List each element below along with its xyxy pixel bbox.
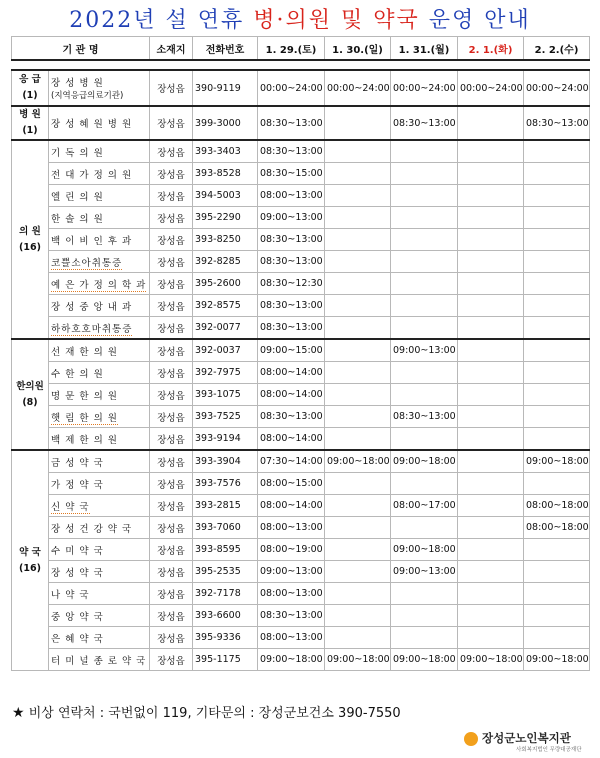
table-row — [12, 450, 590, 473]
location-cell: 장성읍 — [150, 561, 193, 583]
day-5-hours: 09:00~18:00 — [524, 450, 590, 473]
table-row — [12, 605, 590, 627]
day-5-hours — [524, 406, 590, 428]
category-cell: 약 국 (16) — [12, 450, 49, 671]
day-1-hours: 08:00~19:00 — [258, 539, 325, 561]
phone-cell: 393-8595 — [193, 539, 258, 561]
day-1-hours: 08:30~13:00 — [258, 251, 325, 273]
location-cell: 장성읍 — [150, 605, 193, 627]
institution-name-text: 장 성 건 강 약 국 — [51, 523, 133, 535]
day-5-hours — [524, 384, 590, 406]
day-2-hours — [325, 406, 391, 428]
phone-cell: 392-0077 — [193, 317, 258, 340]
day-1-hours: 08:00~14:00 — [258, 495, 325, 517]
day-2-hours — [325, 473, 391, 495]
day-1-hours: 08:00~13:00 — [258, 517, 325, 539]
spacer-row — [12, 60, 590, 70]
day-2-hours — [325, 384, 391, 406]
day-3-hours — [391, 317, 458, 340]
phone-cell: 394-5003 — [193, 185, 258, 207]
day-3-hours — [391, 517, 458, 539]
day-5-hours — [524, 251, 590, 273]
day-3-hours: 09:00~13:00 — [391, 561, 458, 583]
institution-name — [49, 273, 150, 295]
day-1-hours: 09:00~13:00 — [258, 207, 325, 229]
location-cell: 장성읍 — [150, 495, 193, 517]
day-3-hours — [391, 140, 458, 163]
day-5-hours — [524, 473, 590, 495]
phone-cell: 393-7525 — [193, 406, 258, 428]
day-2-hours — [325, 185, 391, 207]
day-4-hours — [458, 229, 524, 251]
institution-name — [49, 539, 150, 561]
day-1-hours: 08:30~13:00 — [258, 140, 325, 163]
phone-cell: 393-3403 — [193, 140, 258, 163]
spacer-cell — [258, 60, 325, 70]
table-row — [12, 295, 590, 317]
location-cell: 장성읍 — [150, 273, 193, 295]
table-row — [12, 106, 590, 140]
institution-name-text: 장 성 병 원 — [51, 78, 104, 89]
phone-cell: 393-8528 — [193, 163, 258, 185]
day-1-hours: 07:30~14:00 — [258, 450, 325, 473]
day-1-hours: 09:00~13:00 — [258, 561, 325, 583]
day-2-hours — [325, 317, 391, 340]
day-2-hours: 09:00~18:00 — [325, 450, 391, 473]
institution-name-text: 장 성 혜 원 병 원 — [51, 119, 133, 130]
day-4-hours: 09:00~18:00 — [458, 649, 524, 671]
institution-name — [49, 649, 150, 671]
day-5-hours: 00:00~24:00 — [524, 70, 590, 106]
institution-name-text: 한 솔 의 원 — [51, 213, 104, 225]
institution-name — [49, 605, 150, 627]
location-cell: 장성읍 — [150, 517, 193, 539]
day-4-hours — [458, 140, 524, 163]
day-3-hours: 09:00~18:00 — [391, 450, 458, 473]
day-5-hours — [524, 229, 590, 251]
location-cell: 장성읍 — [150, 163, 193, 185]
phone-cell: 395-9336 — [193, 627, 258, 649]
institution-name-text: 장 성 약 국 — [51, 567, 104, 579]
phone-cell: 399-3000 — [193, 106, 258, 140]
day-5-hours — [524, 583, 590, 605]
title-part-1: 2022년 설 연휴 — [69, 8, 254, 33]
day-2-hours — [325, 339, 391, 362]
day-1-hours: 08:30~13:00 — [258, 406, 325, 428]
location-cell: 장성읍 — [150, 251, 193, 273]
institution-name-text: 은 혜 약 국 — [51, 633, 104, 645]
day-5-hours: 08:00~18:00 — [524, 517, 590, 539]
header-phone: 전화번호 — [193, 37, 258, 61]
day-3-hours: 00:00~24:00 — [391, 70, 458, 106]
day-3-hours — [391, 251, 458, 273]
day-2-hours — [325, 495, 391, 517]
institution-name-text: 신 약 국 — [51, 501, 90, 513]
spacer-cell — [12, 60, 49, 70]
location-cell: 장성읍 — [150, 627, 193, 649]
spacer-cell — [193, 60, 258, 70]
day-4-hours: 00:00~24:00 — [458, 70, 524, 106]
day-4-hours — [458, 406, 524, 428]
day-1-hours: 08:00~14:00 — [258, 362, 325, 384]
day-4-hours — [458, 251, 524, 273]
phone-cell: 393-8250 — [193, 229, 258, 251]
phone-cell: 392-7975 — [193, 362, 258, 384]
day-5-hours — [524, 317, 590, 340]
location-cell: 장성읍 — [150, 362, 193, 384]
day-2-hours — [325, 627, 391, 649]
table-row — [12, 583, 590, 605]
day-3-hours — [391, 473, 458, 495]
day-3-hours — [391, 207, 458, 229]
day-3-hours — [391, 362, 458, 384]
institution-name-text: 터 미 널 종 로 약 국 — [51, 655, 147, 667]
institution-name-text: 수 한 의 원 — [51, 368, 104, 380]
institution-name — [49, 185, 150, 207]
institution-name — [49, 140, 150, 163]
day-1-hours: 08:00~13:00 — [258, 627, 325, 649]
table-row — [12, 163, 590, 185]
location-cell: 장성읍 — [150, 185, 193, 207]
header-day-3: 1. 31.(월) — [391, 37, 458, 61]
day-2-hours — [325, 561, 391, 583]
day-4-hours — [458, 273, 524, 295]
category-cell: 병 원 (1) — [12, 106, 49, 140]
day-3-hours — [391, 163, 458, 185]
day-5-hours: 08:30~13:00 — [524, 106, 590, 140]
day-4-hours — [458, 450, 524, 473]
day-4-hours — [458, 339, 524, 362]
day-4-hours — [458, 583, 524, 605]
location-cell: 장성읍 — [150, 106, 193, 140]
institution-name-text: 하하호호마취통증 — [51, 323, 133, 335]
day-2-hours — [325, 251, 391, 273]
institution-name-text: 나 약 국 — [51, 589, 90, 601]
institution-name-text: 백 이 비 인 후 과 — [51, 235, 133, 247]
phone-cell: 390-9119 — [193, 70, 258, 106]
day-2-hours — [325, 362, 391, 384]
day-4-hours — [458, 495, 524, 517]
day-2-hours — [325, 539, 391, 561]
day-3-hours: 08:30~13:00 — [391, 406, 458, 428]
institution-name-text: 선 재 한 의 원 — [51, 346, 118, 358]
day-5-hours — [524, 207, 590, 229]
institution-name-text: 장 성 중 앙 내 과 — [51, 301, 133, 313]
institution-name — [49, 163, 150, 185]
phone-cell: 393-1075 — [193, 384, 258, 406]
table-row — [12, 428, 590, 451]
table-row — [12, 70, 590, 106]
institution-name-text: 수 미 약 국 — [51, 545, 104, 557]
spacer-cell — [150, 60, 193, 70]
day-2-hours — [325, 273, 391, 295]
spacer-cell — [458, 60, 524, 70]
day-1-hours: 00:00~24:00 — [258, 70, 325, 106]
day-5-hours: 08:00~18:00 — [524, 495, 590, 517]
institution-name — [49, 384, 150, 406]
day-2-hours — [325, 229, 391, 251]
institution-name — [49, 339, 150, 362]
day-5-hours — [524, 362, 590, 384]
day-3-hours: 09:00~18:00 — [391, 649, 458, 671]
day-2-hours — [325, 428, 391, 451]
day-5-hours — [524, 428, 590, 451]
location-cell: 장성읍 — [150, 140, 193, 163]
day-1-hours: 08:00~14:00 — [258, 384, 325, 406]
header-day-2: 1. 30.(일) — [325, 37, 391, 61]
day-3-hours: 09:00~13:00 — [391, 339, 458, 362]
institution-name — [49, 295, 150, 317]
institution-name — [49, 561, 150, 583]
phone-cell: 393-3904 — [193, 450, 258, 473]
institution-name — [49, 583, 150, 605]
day-4-hours — [458, 185, 524, 207]
table-row — [12, 207, 590, 229]
day-1-hours: 09:00~18:00 — [258, 649, 325, 671]
day-1-hours: 09:00~15:00 — [258, 339, 325, 362]
star-icon: ★ — [12, 705, 25, 721]
category-cell: 의 원 (16) — [12, 140, 49, 339]
institution-name — [49, 106, 150, 140]
day-4-hours — [458, 517, 524, 539]
day-5-hours — [524, 163, 590, 185]
day-1-hours: 08:00~15:00 — [258, 473, 325, 495]
institution-name-text: 금 성 약 국 — [51, 457, 104, 469]
day-4-hours — [458, 384, 524, 406]
table-row — [12, 495, 590, 517]
logo-mark-icon — [464, 732, 478, 746]
day-5-hours — [524, 539, 590, 561]
day-1-hours: 08:30~13:00 — [258, 229, 325, 251]
header-day-4: 2. 1.(화) — [458, 37, 524, 61]
day-2-hours — [325, 517, 391, 539]
table-row — [12, 649, 590, 671]
day-3-hours — [391, 273, 458, 295]
location-cell: 장성읍 — [150, 428, 193, 451]
location-cell: 장성읍 — [150, 317, 193, 340]
header-day-5: 2. 2.(수) — [524, 37, 590, 61]
title-part-2: 병·의원 및 약국 — [253, 8, 420, 33]
location-cell: 장성읍 — [150, 229, 193, 251]
page-title — [0, 3, 600, 35]
table-row — [12, 473, 590, 495]
institution-name — [49, 229, 150, 251]
day-2-hours — [325, 106, 391, 140]
institution-name — [49, 251, 150, 273]
institution-name — [49, 627, 150, 649]
day-4-hours — [458, 473, 524, 495]
category-cell: 한의원 (8) — [12, 339, 49, 450]
location-cell: 장성읍 — [150, 583, 193, 605]
header-row — [12, 37, 590, 61]
day-4-hours — [458, 362, 524, 384]
title-part-3: 운영 안내 — [419, 8, 531, 33]
schedule-table — [11, 36, 590, 671]
header-institution: 기 관 명 — [12, 37, 150, 61]
table-row — [12, 317, 590, 340]
day-3-hours — [391, 428, 458, 451]
day-5-hours — [524, 295, 590, 317]
day-3-hours — [391, 583, 458, 605]
day-1-hours: 08:30~13:00 — [258, 295, 325, 317]
day-3-hours — [391, 229, 458, 251]
location-cell: 장성읍 — [150, 450, 193, 473]
institution-subtitle: (지역응급의료기관) — [51, 91, 124, 101]
day-4-hours — [458, 605, 524, 627]
institution-name — [49, 517, 150, 539]
location-cell: 장성읍 — [150, 649, 193, 671]
institution-name-text: 예 은 가 정 의 학 과 — [51, 279, 147, 291]
table-row — [12, 539, 590, 561]
institution-name-text: 기 독 의 원 — [51, 147, 104, 159]
day-3-hours — [391, 384, 458, 406]
phone-cell: 392-8285 — [193, 251, 258, 273]
phone-cell: 395-1175 — [193, 649, 258, 671]
table-row — [12, 140, 590, 163]
institution-name-text: 가 정 약 국 — [51, 479, 104, 491]
day-2-hours: 00:00~24:00 — [325, 70, 391, 106]
day-4-hours — [458, 561, 524, 583]
day-5-hours — [524, 627, 590, 649]
institution-name-text: 명 문 한 의 원 — [51, 390, 118, 402]
table-row — [12, 251, 590, 273]
table-row — [12, 561, 590, 583]
day-4-hours — [458, 295, 524, 317]
location-cell: 장성읍 — [150, 207, 193, 229]
day-4-hours — [458, 317, 524, 340]
institution-name — [49, 317, 150, 340]
day-1-hours: 08:30~12:30 — [258, 273, 325, 295]
institution-name — [49, 70, 150, 106]
day-2-hours — [325, 295, 391, 317]
day-5-hours — [524, 185, 590, 207]
day-3-hours: 08:30~13:00 — [391, 106, 458, 140]
location-cell: 장성읍 — [150, 70, 193, 106]
day-5-hours — [524, 140, 590, 163]
day-4-hours — [458, 539, 524, 561]
day-3-hours: 08:00~17:00 — [391, 495, 458, 517]
day-2-hours — [325, 583, 391, 605]
table-row — [12, 406, 590, 428]
day-1-hours: 08:00~13:00 — [258, 583, 325, 605]
institution-name — [49, 495, 150, 517]
day-4-hours — [458, 627, 524, 649]
day-3-hours — [391, 605, 458, 627]
phone-cell: 393-7060 — [193, 517, 258, 539]
table-row — [12, 273, 590, 295]
location-cell: 장성읍 — [150, 406, 193, 428]
day-1-hours: 08:30~13:00 — [258, 106, 325, 140]
day-4-hours — [458, 163, 524, 185]
day-3-hours: 09:00~18:00 — [391, 539, 458, 561]
table-row — [12, 517, 590, 539]
location-cell: 장성읍 — [150, 539, 193, 561]
day-1-hours: 08:30~13:00 — [258, 605, 325, 627]
institution-name — [49, 428, 150, 451]
institution-name — [49, 207, 150, 229]
day-1-hours: 08:30~13:00 — [258, 317, 325, 340]
location-cell: 장성읍 — [150, 339, 193, 362]
day-2-hours — [325, 140, 391, 163]
day-5-hours — [524, 339, 590, 362]
contact-text: 비상 연락처 : 국번없이 119, 기타문의 : 장성군보건소 390-7550 — [24, 706, 401, 721]
day-2-hours — [325, 163, 391, 185]
phone-cell: 393-7576 — [193, 473, 258, 495]
institution-name — [49, 362, 150, 384]
day-2-hours — [325, 207, 391, 229]
logo-name: 장성군노인복지관 — [482, 731, 571, 745]
institution-name — [49, 473, 150, 495]
org-logo — [464, 730, 594, 752]
day-3-hours — [391, 295, 458, 317]
spacer-cell — [325, 60, 391, 70]
day-5-hours — [524, 605, 590, 627]
institution-name-text: 백 제 한 의 원 — [51, 434, 118, 446]
phone-cell: 395-2600 — [193, 273, 258, 295]
spacer-cell — [524, 60, 590, 70]
contact-footer — [12, 702, 401, 721]
institution-name — [49, 450, 150, 473]
day-5-hours: 09:00~18:00 — [524, 649, 590, 671]
day-1-hours: 08:00~13:00 — [258, 185, 325, 207]
table-row — [12, 185, 590, 207]
category-cell: 응 급 (1) — [12, 70, 49, 106]
phone-cell: 393-9194 — [193, 428, 258, 451]
spacer-cell — [391, 60, 458, 70]
institution-name-text: 전 대 가 정 의 원 — [51, 169, 133, 181]
institution-name — [49, 406, 150, 428]
phone-cell: 395-2290 — [193, 207, 258, 229]
day-1-hours: 08:30~15:00 — [258, 163, 325, 185]
location-cell: 장성읍 — [150, 384, 193, 406]
phone-cell: 392-8575 — [193, 295, 258, 317]
header-day-1: 1. 29.(토) — [258, 37, 325, 61]
logo-subtitle: 사회복지법인 무량대공재단 — [516, 747, 582, 753]
institution-name-text: 중 앙 약 국 — [51, 611, 104, 623]
institution-name-text: 엘 린 의 원 — [51, 191, 104, 203]
day-4-hours — [458, 106, 524, 140]
table-row — [12, 229, 590, 251]
day-3-hours — [391, 185, 458, 207]
table-row — [12, 627, 590, 649]
institution-name-text: 햇 림 한 의 원 — [51, 412, 118, 424]
location-cell: 장성읍 — [150, 295, 193, 317]
day-4-hours — [458, 428, 524, 451]
day-2-hours — [325, 605, 391, 627]
table-row — [12, 339, 590, 362]
phone-cell: 392-0037 — [193, 339, 258, 362]
phone-cell: 395-2535 — [193, 561, 258, 583]
location-cell: 장성읍 — [150, 473, 193, 495]
schedule-body — [12, 60, 590, 671]
spacer-cell — [49, 60, 150, 70]
day-4-hours — [458, 207, 524, 229]
table-row — [12, 384, 590, 406]
header-location: 소재지 — [150, 37, 193, 61]
day-1-hours: 08:00~14:00 — [258, 428, 325, 451]
day-2-hours: 09:00~18:00 — [325, 649, 391, 671]
day-5-hours — [524, 273, 590, 295]
day-3-hours — [391, 627, 458, 649]
table-row — [12, 362, 590, 384]
institution-name-text: 코쁠소아취통증 — [51, 257, 123, 269]
day-5-hours — [524, 561, 590, 583]
phone-cell: 393-2815 — [193, 495, 258, 517]
phone-cell: 393-6600 — [193, 605, 258, 627]
phone-cell: 392-7178 — [193, 583, 258, 605]
